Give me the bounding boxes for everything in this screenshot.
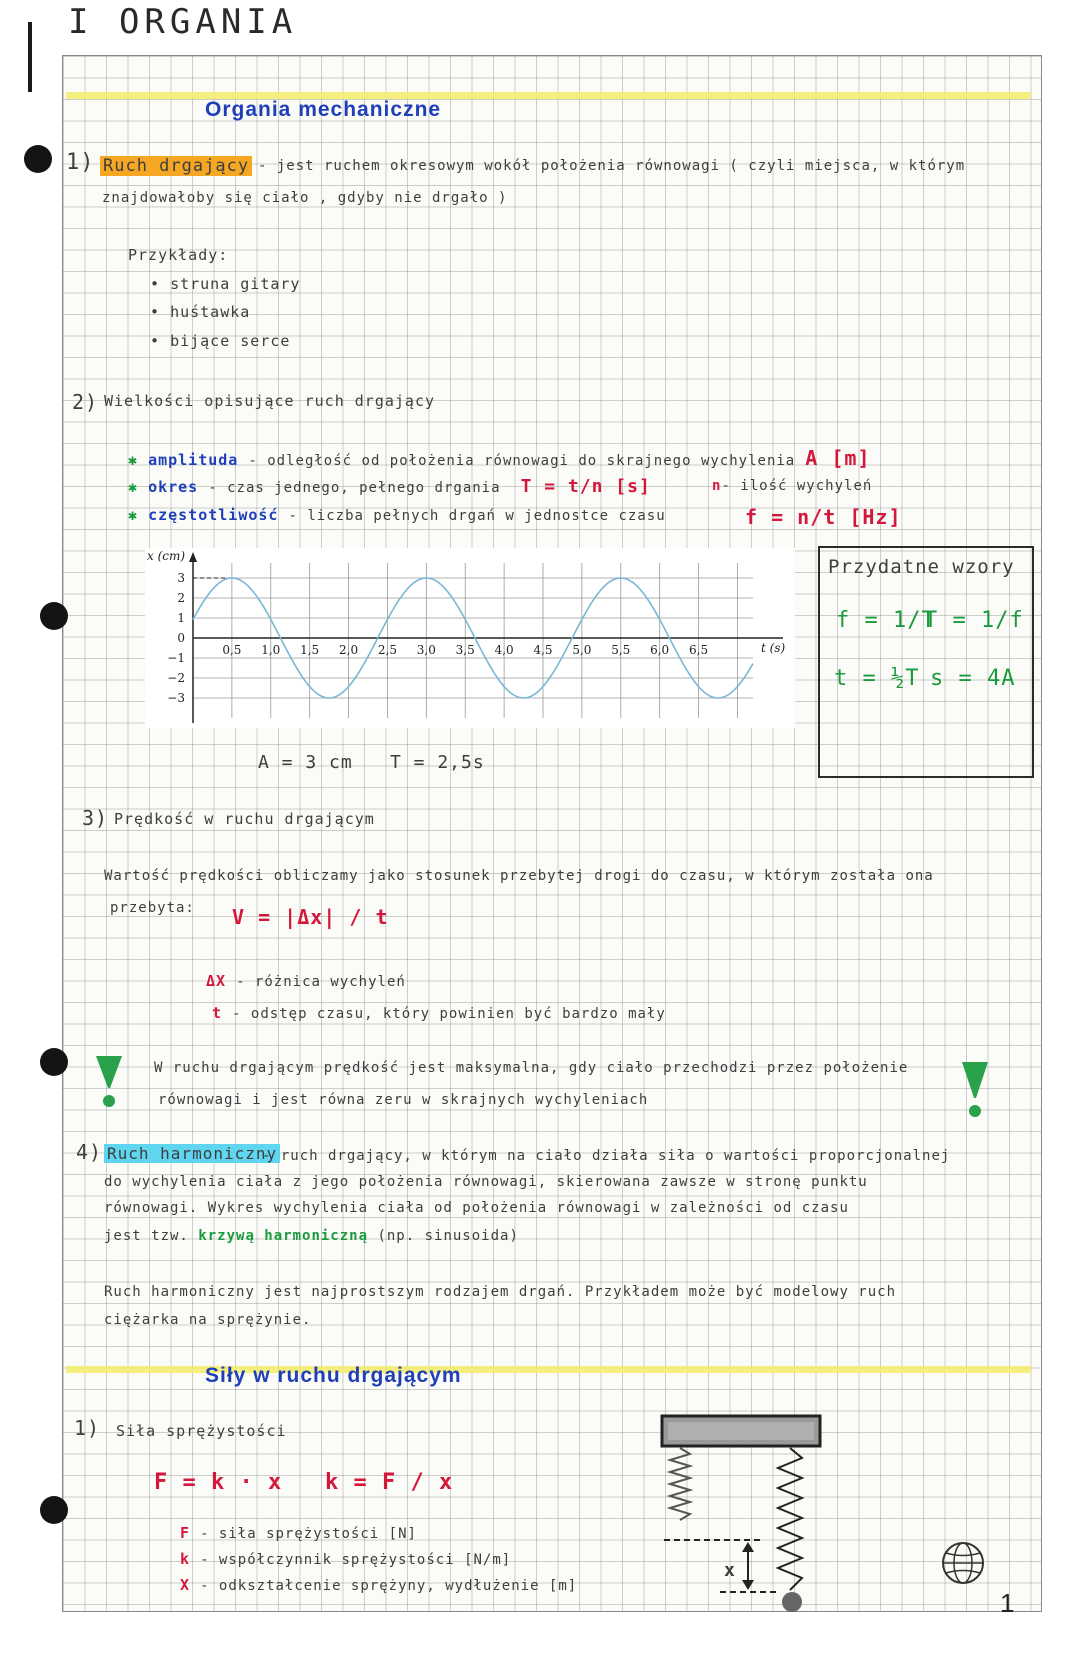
text-line: do wychylenia ciała z jego położenia równowagi, skierowana zawsze w stronę punktu	[104, 1174, 868, 1190]
punch-hole	[40, 1496, 68, 1524]
oscillation-chart	[145, 548, 795, 728]
point-title: Wielkości opisujące ruch drgający	[104, 392, 436, 410]
useful-formulas-title: Przydatne wzory	[828, 556, 1015, 578]
velocity-formula: V = |Δx| / t	[232, 905, 389, 929]
y-axis-arrow	[189, 552, 197, 562]
hooke-formula: F = k · x	[154, 1470, 283, 1495]
x-tick-label: 5,0	[572, 643, 592, 657]
note-line: W ruchu drgającym prędkość jest maksymalna, gdy ciało przechodzi przez położenie	[154, 1060, 909, 1076]
definition-period: ✱ okres - czas jednego, pełnego drgania T = t/n [s]	[128, 476, 651, 497]
x-tick-label: 3,5	[455, 643, 475, 657]
x-tick-label: 6,0	[650, 643, 670, 657]
globe-icon	[940, 1540, 986, 1586]
section-title: Organia mechaniczne	[205, 98, 442, 121]
period-annotation: T = 2,5s	[390, 752, 485, 773]
example-item: • bijące serce	[150, 332, 291, 350]
y-tick-label: 0	[177, 631, 185, 645]
y-tick-label: 2	[177, 591, 185, 605]
x-tick-label: 1,0	[261, 643, 281, 657]
point-title: Siła sprężystości	[116, 1422, 287, 1440]
amplitude-annotation: A = 3 cm	[258, 752, 353, 773]
x-tick-label: 6,5	[689, 643, 709, 657]
formula: t = ½T	[834, 666, 920, 691]
definition-frequency: ✱ częstotliwość - liczba pełnych drgań w jednostce czasu	[128, 506, 666, 524]
point-number: 1)	[66, 150, 95, 175]
point-number: 1)	[74, 1416, 101, 1440]
useful-formulas-box	[818, 546, 1034, 778]
page-number: 1	[1000, 1588, 1015, 1618]
legend-item: F - siła sprężystości [N]	[180, 1524, 417, 1542]
punch-hole	[40, 1048, 68, 1076]
margin-line	[28, 22, 32, 92]
example-item: • huśtawka	[150, 303, 251, 321]
y-axis-label: x (cm)	[147, 549, 186, 563]
example-item: • struna gitary	[150, 275, 301, 293]
note-line: równowagi i jest równa zeru w skrajnych wychyleniach	[158, 1092, 649, 1108]
legend-item: X - odkształcenie sprężyny, wydłużenie [m]	[180, 1576, 578, 1594]
text-line: - ruch drgający, w którym na ciało działa siła o wartości proporcjonalnej	[262, 1148, 951, 1164]
formula: f = 1/T	[836, 608, 936, 633]
definition-n: n- ilość wychyleń	[712, 478, 873, 494]
x-tick-label: 2,5	[377, 643, 397, 657]
x-tick-label: 3,0	[416, 643, 436, 657]
y-tick-label: 3	[177, 571, 185, 585]
text-line: Wartość prędkości obliczamy jako stosunek przebytej drogi do czasu, w którym została ona	[104, 868, 934, 884]
text-line: Ruch harmoniczny jest najprostszym rodzajem drgań. Przykładem może być modelowy ruch	[104, 1284, 897, 1300]
text-line: przebyta:	[110, 900, 195, 916]
x-tick-label: 4,0	[494, 643, 514, 657]
definition-line: - jest ruchem okresowym wokół położenia równowagi ( czyli miejsca, w którym	[258, 158, 966, 174]
y-tick-label: −3	[167, 691, 185, 705]
formula: T = 1/f	[924, 608, 1024, 633]
text-line: ciężarka na sprężynie.	[104, 1312, 312, 1328]
examples-title: Przykłady:	[128, 246, 229, 264]
text-line: równowagi. Wykres wychylenia ciała od położenia równowagi w zależności od czasu	[104, 1200, 849, 1216]
point-title: Prędkość w ruchu drgającym	[114, 810, 375, 828]
x-tick-label: 1,5	[300, 643, 320, 657]
spring-diagram	[660, 1414, 830, 1614]
text-line: jest tzw. krzywą harmoniczną (np. sinusoida)	[104, 1228, 519, 1244]
legend-t: t - odstęp czasu, który powinien być bardzo mały	[212, 1004, 666, 1022]
punch-hole	[40, 602, 68, 630]
x-tick-label: 2,0	[339, 643, 359, 657]
point-number: 4)	[76, 1140, 103, 1164]
chapter-title: I ORGANIA	[68, 2, 298, 42]
legend-item: k - współczynnik sprężystości [N/m]	[180, 1550, 512, 1568]
punch-hole	[24, 145, 52, 173]
exclamation-icon	[94, 1054, 124, 1110]
k-formula: k = F / x	[325, 1470, 454, 1495]
term-ruch-drgajacy: Ruch drgający	[100, 156, 252, 176]
frequency-formula: f = n/t [Hz]	[745, 505, 902, 529]
point-number: 2)	[72, 390, 99, 414]
y-tick-label: −1	[167, 651, 185, 665]
point-number: 3)	[82, 806, 109, 830]
definition-line: znajdowałoby się ciało , gdyby nie drgało )	[102, 190, 508, 206]
section-title: Siły w ruchu drgającym	[205, 1364, 462, 1387]
term-ruch-harmoniczny: Ruch harmoniczny	[104, 1144, 280, 1163]
x-axis-label: t (s)	[761, 641, 786, 655]
spring-x-label: x	[724, 1560, 736, 1581]
x-tick-label: 0,5	[222, 643, 242, 657]
legend-dx: ΔX - różnica wychyleń	[206, 972, 406, 990]
x-tick-label: 5,5	[611, 643, 631, 657]
y-tick-label: −2	[167, 671, 185, 685]
x-tick-label: 4,5	[533, 643, 553, 657]
definition-amplitude: ✱ amplituda - odległość od położenia równowagi do skrajnego wychylenia A [m]	[128, 446, 871, 470]
formula: s = 4A	[930, 666, 1016, 691]
y-tick-label: 1	[177, 611, 185, 625]
exclamation-icon	[960, 1060, 990, 1120]
